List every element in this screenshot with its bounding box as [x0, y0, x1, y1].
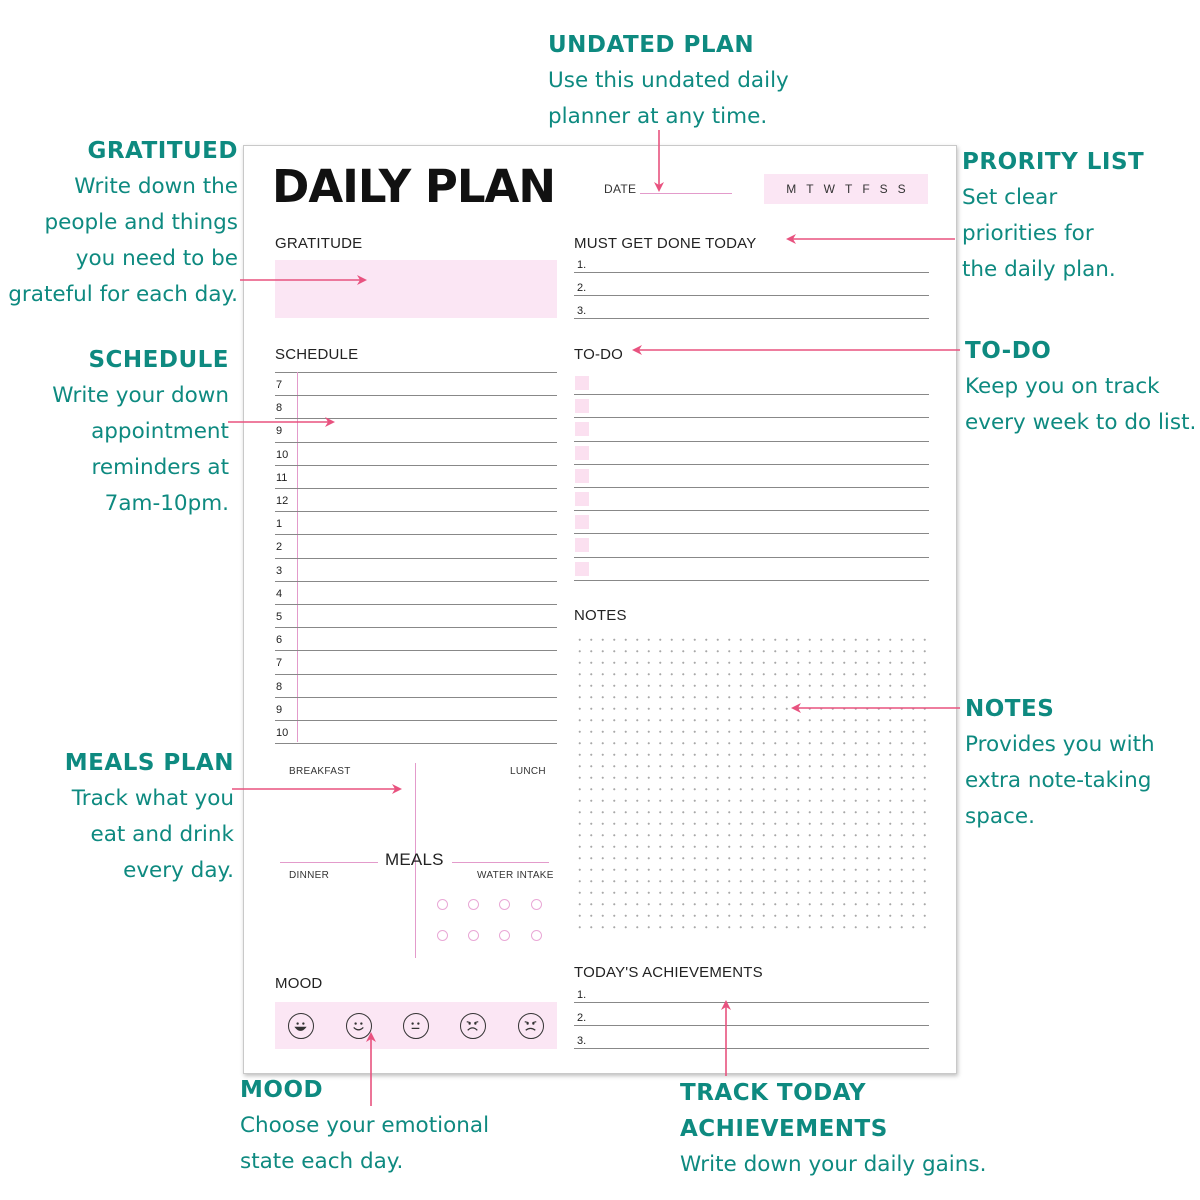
schedule-hour-label: 11	[276, 471, 288, 484]
weekday-wed[interactable]: W	[823, 182, 835, 196]
water-intake-label: WATER INTAKE	[477, 870, 554, 881]
date-label: DATE	[604, 182, 637, 196]
annotation-heading: MOOD	[240, 1077, 324, 1103]
lunch-label: LUNCH	[510, 766, 546, 777]
schedule-hour-label: 9	[276, 703, 283, 716]
schedule-hour-label: 10	[276, 448, 289, 461]
meals-center-label: MEALS	[385, 850, 444, 869]
annotation-text: Use this undated daily planner at any time.	[548, 68, 789, 129]
annotation-text: Write down the people and things you need to be grateful for each day.	[8, 174, 238, 307]
annotation-text: Keep you on track every week to do list.	[965, 374, 1197, 435]
annotation-heading: MEALS PLAN	[64, 750, 234, 776]
notes-label: NOTES	[574, 607, 627, 624]
annotation-heading: TO-DO	[965, 338, 1052, 364]
annotation-text: Provides you with extra note-taking space.	[965, 732, 1155, 829]
weekday-sun[interactable]: S	[897, 182, 906, 196]
schedule-label: SCHEDULE	[275, 346, 359, 363]
schedule-hour-label: 2	[276, 541, 283, 554]
schedule-hour-label: 8	[276, 680, 283, 693]
weekday-fri[interactable]: F	[862, 182, 870, 196]
annotation-heading: SCHEDULE	[88, 347, 229, 373]
annotation-text: Track what you eat and drink every day.	[71, 786, 234, 883]
achievements-label: TODAY'S ACHIEVEMENTS	[574, 964, 763, 981]
schedule-hour-label: 6	[276, 634, 283, 647]
schedule-hour-label: 7	[276, 379, 283, 391]
schedule-hour-label: 9	[276, 425, 283, 438]
schedule-hour-label: 10	[276, 727, 289, 739]
annotation-text: Write down your daily gains.	[680, 1152, 987, 1177]
schedule-hour-label: 3	[276, 564, 283, 577]
weekday-thu[interactable]: T	[844, 182, 853, 196]
todo-label: TO-DO	[574, 346, 624, 363]
must-item: 3.	[577, 305, 587, 317]
achievement-item: 2.	[577, 1012, 587, 1024]
must-item: 2.	[577, 282, 587, 294]
schedule-hour-label: 5	[276, 611, 283, 623]
weekday-tue[interactable]: T	[806, 182, 814, 196]
annotation-heading: NOTES	[965, 696, 1055, 722]
schedule-hour-label: 4	[276, 587, 283, 600]
dinner-label: DINNER	[289, 870, 330, 881]
mood-label: MOOD	[275, 975, 323, 992]
schedule-hour-label: 8	[276, 402, 283, 415]
planner-title: DAILY PLAN	[272, 160, 555, 213]
must-item: 1.	[577, 259, 587, 271]
achievement-item: 1.	[577, 989, 587, 1001]
annotation-heading: TRACK TODAY ACHIEVEMENTS	[680, 1080, 888, 1142]
annotation-heading: UNDATED PLAN	[548, 32, 755, 58]
schedule-hour-label: 1	[276, 518, 283, 531]
annotation-text: Choose your emotional state each day.	[240, 1113, 490, 1174]
annotation-text: Set clear priorities for the daily plan.	[962, 185, 1116, 282]
schedule-hour-label: 12	[276, 495, 289, 507]
gratitude-label: GRATITUDE	[275, 235, 363, 252]
achievement-item: 3.	[577, 1035, 587, 1047]
annotation-text: Write your down appointment reminders at 7am-10pm.	[52, 383, 229, 516]
annotation-heading: GRATITUED	[87, 138, 238, 164]
weekday-mon[interactable]: M	[786, 182, 797, 196]
must-label: MUST GET DONE TODAY	[574, 235, 757, 252]
schedule-hour-label: 7	[276, 657, 283, 670]
weekday-sat[interactable]: S	[879, 182, 888, 196]
breakfast-label: BREAKFAST	[289, 766, 351, 777]
annotation-heading: PRORITY LIST	[962, 149, 1145, 175]
